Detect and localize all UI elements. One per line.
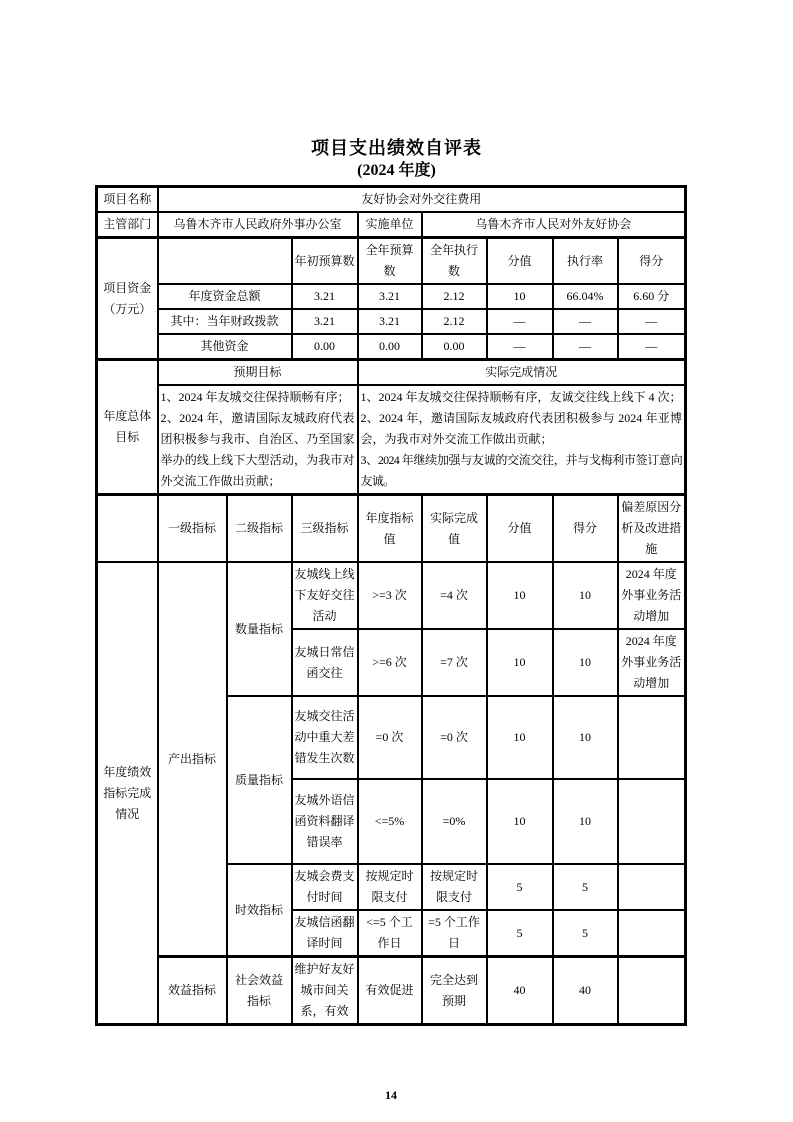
fund-value-cell: 2.12 (422, 309, 487, 334)
perf-section-label: 年度绩效指标完成情况 (97, 562, 158, 1025)
fund-header-score-value: 分值 (487, 238, 553, 285)
l3-indicator-cell: 维护好友好城市间关系，有效 (292, 957, 358, 1025)
fund-value-cell: — (553, 334, 618, 360)
goal-line: 2、2024 年，邀请国际友城政府代表团积极参与我市、自治区、乃至国家举办的线上线下大型活动，为我市对外交流工作做出贡献； (160, 411, 355, 488)
fund-value-cell: 66.04% (553, 284, 618, 309)
score-cell: 10 (553, 629, 618, 696)
fund-row-label-cell: 其中：当年财政拨款 (158, 309, 292, 334)
actual-value-cell: 完全达到预期 (422, 957, 487, 1025)
score-value-cell: 5 (487, 864, 553, 910)
fund-value-cell: 3.21 (358, 309, 422, 334)
fund-row-other (97, 334, 686, 360)
l1-benefit-indicator: 效益指标 (158, 957, 227, 1025)
fund-header-initial-budget: 年初预算数 (292, 238, 358, 285)
score-cell: 10 (553, 779, 618, 864)
indicator-header-l2: 二级指标 (227, 495, 292, 563)
indicator-header-actual: 实际完成值 (422, 495, 487, 563)
fund-value-cell: — (618, 334, 686, 360)
score-value-cell: 10 (487, 629, 553, 696)
indicator-row (97, 562, 686, 629)
fund-value-cell: 3.21 (292, 309, 358, 334)
fund-value-cell: — (553, 309, 618, 334)
deviation-cell (618, 864, 686, 910)
dept-row (97, 212, 686, 238)
l3-indicator-cell: 友城交往活动中重大差错发生次数 (292, 696, 358, 779)
goal-line: 2、2024 年，邀请国际友城政府代表团积极参与 2024 年亚博会，为我市对外交流工作做出贡献； (360, 411, 683, 446)
project-name-value: 友好协会对外交往费用 (158, 187, 686, 213)
l3-indicator-cell: 友城外语信函资料翻译错误率 (292, 779, 358, 864)
fund-row-label: 项目资金（万元） (97, 238, 158, 360)
indicator-header-score: 得分 (553, 495, 618, 563)
target-value-cell: <=5 个工作日 (358, 910, 422, 957)
fund-row-fiscal (97, 309, 686, 334)
fund-value-cell: 0.00 (292, 334, 358, 360)
fund-row-label-cell: 其他资金 (158, 334, 292, 360)
fund-value-cell: — (487, 309, 553, 334)
impl-unit-label: 实施单位 (358, 212, 422, 238)
indicator-header-target: 年度指标值 (358, 495, 422, 563)
indicator-header-l3: 三级指标 (292, 495, 358, 563)
fund-header-year-executed: 全年执行数 (422, 238, 487, 285)
indicator-row (97, 957, 686, 1025)
l3-indicator-cell: 友城会费支付时间 (292, 864, 358, 910)
fund-value-cell: 3.21 (292, 284, 358, 309)
score-value-cell: 10 (487, 779, 553, 864)
fund-row-label-cell: 年度资金总额 (158, 284, 292, 309)
fund-header-score: 得分 (618, 238, 686, 285)
goal-row-label: 年度总体目标 (97, 360, 158, 495)
indicator-header-row (97, 495, 686, 563)
l1-output-indicator: 产出指标 (158, 562, 227, 957)
deviation-cell (618, 910, 686, 957)
target-value-cell: >=3 次 (358, 562, 422, 629)
doc-title: 项目支出绩效自评表 (311, 138, 482, 158)
score-cell: 10 (553, 562, 618, 629)
self-eval-table (95, 185, 687, 1026)
goal-line: 1、2024 年友城交往保持顺畅有序，友诚交往线上线下 4 次； (360, 390, 682, 404)
goal-line: 3、2024 年继续加强与友诚的交流交往，并与戈梅利市签订意向友诚。 (360, 453, 683, 488)
l3-indicator-cell: 友城日常信函交往 (292, 629, 358, 696)
indicator-header-score-value: 分值 (487, 495, 553, 563)
goal-content-row (97, 385, 686, 495)
score-cell: 5 (553, 864, 618, 910)
l2-quantity-indicator: 数量指标 (227, 562, 292, 696)
deviation-cell: 2024 年度外事业务活动增加 (618, 562, 686, 629)
fund-value-cell: 3.21 (358, 284, 422, 309)
project-name-row (97, 187, 686, 213)
target-value-cell: 有效促进 (358, 957, 422, 1025)
deviation-cell (618, 779, 686, 864)
actual-value-cell: =5 个工作日 (422, 910, 487, 957)
l2-quality-indicator: 质量指标 (227, 696, 292, 864)
l3-indicator-cell: 友城线上线下友好交往活动 (292, 562, 358, 629)
fund-value-cell: 10 (487, 284, 553, 309)
fund-row-total (97, 284, 686, 309)
goal-expected-text (158, 385, 358, 495)
l2-social-benefit-indicator: 社会效益指标 (227, 957, 292, 1025)
target-value-cell: <=5% (358, 779, 422, 864)
target-value-cell: =0 次 (358, 696, 422, 779)
impl-unit-value: 乌鲁木齐市人民对外友好协会 (422, 212, 686, 238)
indicator-empty-header-cell (97, 495, 158, 563)
score-value-cell: 10 (487, 696, 553, 779)
page-number: 14 (385, 1088, 397, 1102)
goal-actual-header: 实际完成情况 (358, 360, 686, 386)
actual-value-cell: 按规定时限支付 (422, 864, 487, 910)
actual-value-cell: =0% (422, 779, 487, 864)
l3-indicator-cell: 友城信函翻译时间 (292, 910, 358, 957)
l2-timeliness-indicator: 时效指标 (227, 864, 292, 957)
indicator-header-l1: 一级指标 (158, 495, 227, 563)
goal-actual-text (358, 385, 686, 495)
deviation-cell (618, 957, 686, 1025)
fund-value-cell: 0.00 (358, 334, 422, 360)
deviation-cell (618, 696, 686, 779)
target-value-cell: >=6 次 (358, 629, 422, 696)
goal-line: 1、2024 年友城交往保持顺畅有序； (160, 390, 350, 404)
goal-header-row (97, 360, 686, 386)
fund-value-cell: 2.12 (422, 284, 487, 309)
project-name-label: 项目名称 (97, 187, 158, 213)
fund-value-cell: 0.00 (422, 334, 487, 360)
deviation-cell: 2024 年度外事业务活动增加 (618, 629, 686, 696)
fund-value-cell: — (487, 334, 553, 360)
fund-header-row (97, 238, 686, 285)
document-content (95, 185, 687, 1103)
score-cell: 5 (553, 910, 618, 957)
score-cell: 10 (553, 696, 618, 779)
score-value-cell: 10 (487, 562, 553, 629)
fund-header-execution-rate: 执行率 (553, 238, 618, 285)
actual-value-cell: =4 次 (422, 562, 487, 629)
target-value-cell: 按规定时限支付 (358, 864, 422, 910)
fund-value-cell: 6.60 分 (618, 284, 686, 309)
dept-value: 乌鲁木齐市人民政府外事办公室 (158, 212, 358, 238)
fund-value-cell: — (618, 309, 686, 334)
dept-label: 主管部门 (97, 212, 158, 238)
indicator-header-deviation: 偏差原因分析及改进措施 (618, 495, 686, 563)
score-cell: 40 (553, 957, 618, 1025)
doc-subtitle: (2024 年度) (357, 162, 436, 179)
fund-header-year-budget: 全年预算数 (358, 238, 422, 285)
goal-expected-header: 预期目标 (158, 360, 358, 386)
actual-value-cell: =0 次 (422, 696, 487, 779)
score-value-cell: 40 (487, 957, 553, 1025)
actual-value-cell: =7 次 (422, 629, 487, 696)
fund-empty-header-cell (158, 238, 292, 285)
score-value-cell: 5 (487, 910, 553, 957)
